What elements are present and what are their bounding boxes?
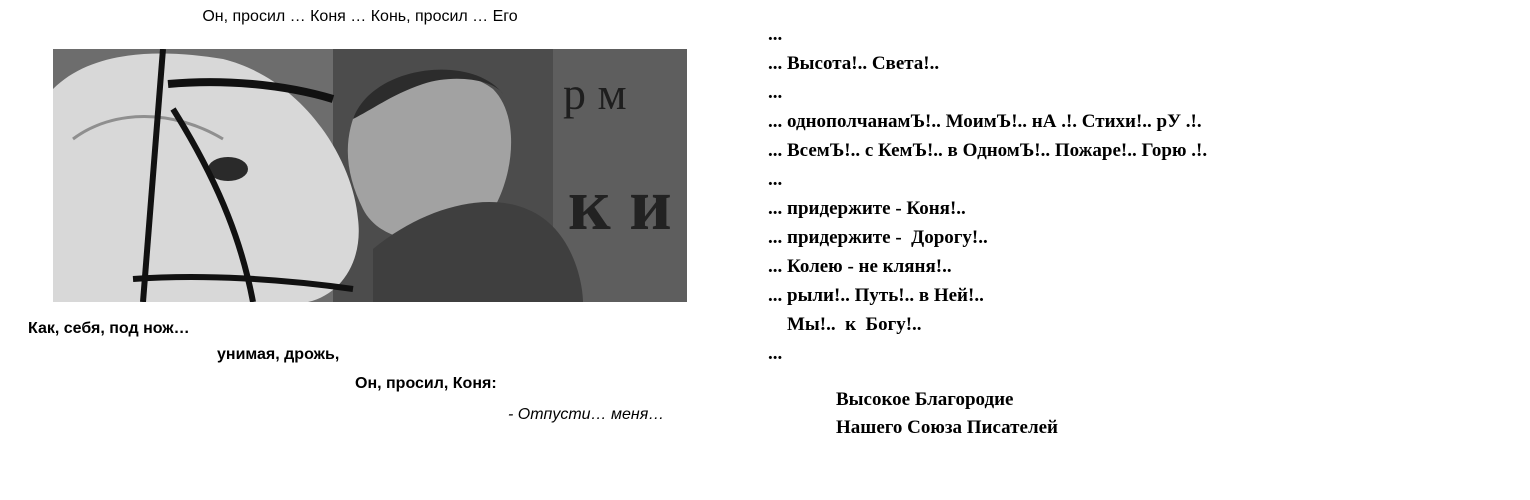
- right-poem-line: ... Высота!.. Света!..: [768, 53, 940, 74]
- signature-line-1: Высокое Благородие: [836, 389, 1014, 410]
- right-poem-line: ...: [768, 343, 783, 364]
- right-poem-line: Мы!.. к Богу!..: [768, 314, 922, 335]
- right-poem-line: ...: [768, 169, 783, 190]
- right-poem-line: ... рыли!.. Путь!.. в Ней!..: [768, 285, 984, 306]
- right-poem-line: ... однополчанамЪ!.. МоимЪ!.. нА .!. Стихи!.. рУ .!.: [768, 111, 1202, 132]
- poem-line-2: унимая, дрожь,: [217, 346, 340, 363]
- svg-text:р м: р м: [563, 68, 627, 119]
- poem-line-3: Он, просил, Коня:: [355, 375, 497, 392]
- poem-line-4: - Отпусти… меня…: [508, 406, 665, 423]
- photo-caption: Он, просил … Коня … Конь, просил … Его: [202, 8, 518, 25]
- right-poem-line: ... придержите - Дорогу!..: [768, 227, 988, 248]
- signature-line-2: Нашего Союза Писателей: [836, 417, 1058, 438]
- poem-line-1: Как, себя, под нож…: [28, 320, 190, 337]
- right-poem-line: ...: [768, 82, 783, 103]
- horse-and-man-photo: [53, 49, 687, 302]
- right-poem-line: ... ВсемЪ!.. с КемЪ!.. в ОдномЪ!.. Пожаре!.. Горю .!.: [768, 140, 1208, 161]
- svg-text:к и: к и: [568, 164, 672, 246]
- right-poem-line: ... придержите - Коня!..: [768, 198, 966, 219]
- right-poem: [768, 20, 1207, 368]
- right-poem-line: ... Колею - не кляня!..: [768, 256, 952, 277]
- signature: [836, 386, 1058, 442]
- right-poem-line: ...: [768, 24, 783, 45]
